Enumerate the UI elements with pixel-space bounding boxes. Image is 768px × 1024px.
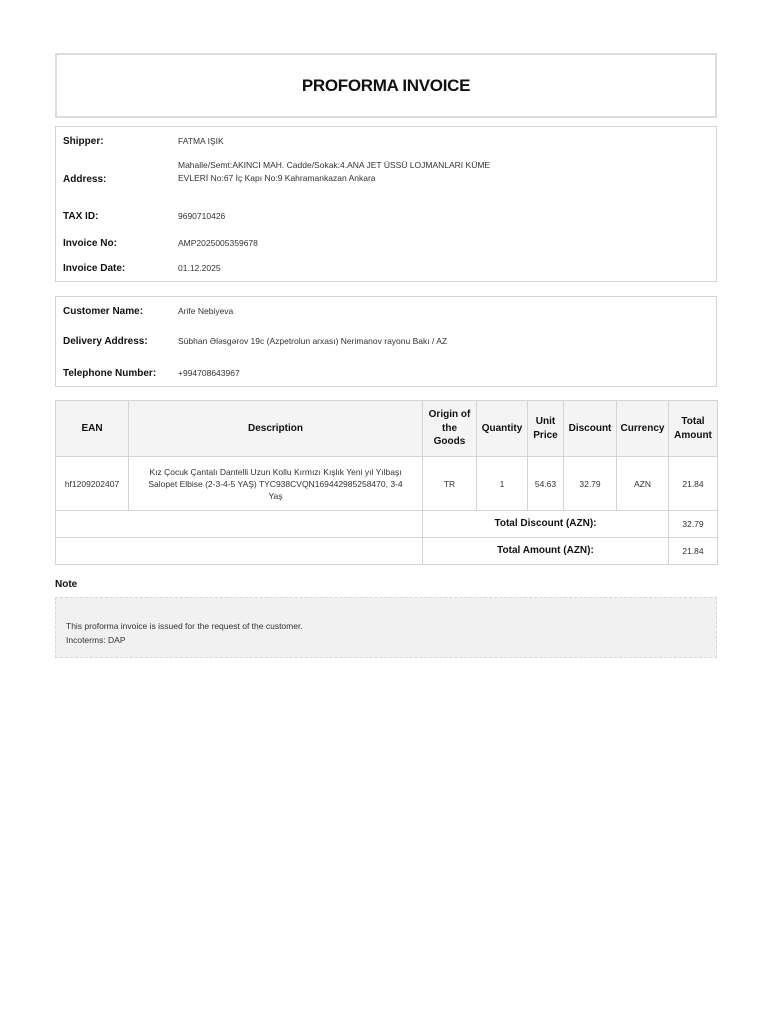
items-table <box>55 400 718 565</box>
column-header-origin: Origin of the Goods <box>423 401 477 457</box>
telephone-label: Telephone Number: <box>63 367 157 379</box>
cell-description: Kız Çocuk Çantalı Dantelli Uzun Kollu Kırmızı Kışlık Yeni yıl Yılbaşı Salopet Elbise (2-3-4-5 YAŞ) TYC938CVQN169442985258470, 3-4 Yaş <box>129 457 423 511</box>
total-discount-row <box>56 511 718 538</box>
invoice-date-label: Invoice Date: <box>63 262 126 274</box>
invoice-date-row <box>56 261 716 275</box>
address-value: Mahalle/Semt:AKINCI MAH. Cadde/Sokak:4.ANA JET ÜSSÜ LOJMANLARI KÜME EVLERİ No:67 İç Kapı No:9 Kahramankazan Ankara <box>178 160 491 183</box>
note-line-1: This proforma invoice is issued for the request of the customer. <box>66 621 303 631</box>
note-line-2: Incoterms: DAP <box>66 634 126 645</box>
total-amount-row <box>56 538 718 565</box>
total-amount-spacer <box>56 538 423 565</box>
cell-unit-price: 54.63 <box>528 457 564 511</box>
delivery-address-value: Sübhan Ələsgərov 19c (Azpetrolun arxası) Nerimanov rayonu Bakı / AZ <box>178 335 448 346</box>
note-heading: Note <box>55 579 78 590</box>
shipper-value: FATMA IŞIK <box>178 135 224 146</box>
column-header-total-amount: Total Amount <box>669 401 718 457</box>
customer-name-label: Customer Name: <box>63 305 144 317</box>
table-header-row <box>56 401 718 457</box>
shipper-row <box>56 134 716 148</box>
total-discount-value: 32.79 <box>669 511 718 538</box>
tax-id-value: 9690710426 <box>178 210 226 221</box>
column-header-description: Description <box>129 401 423 457</box>
cell-discount: 32.79 <box>564 457 617 511</box>
note-box <box>55 597 717 658</box>
address-row <box>56 159 716 199</box>
total-discount-spacer <box>56 511 423 538</box>
column-header-discount: Discount <box>564 401 617 457</box>
tax-id-row <box>56 209 716 223</box>
invoice-date-value: 01.12.2025 <box>178 262 221 273</box>
cell-quantity: 1 <box>477 457 528 511</box>
column-header-currency: Currency <box>617 401 669 457</box>
cell-origin: TR <box>423 457 477 511</box>
cell-currency: AZN <box>617 457 669 511</box>
cell-total: 21.84 <box>669 457 718 511</box>
shipper-label: Shipper: <box>63 135 104 147</box>
delivery-address-label: Delivery Address: <box>63 335 148 347</box>
customer-name-row <box>56 304 716 318</box>
invoice-no-value: AMP2025005359678 <box>178 237 258 248</box>
invoice-no-row <box>56 236 716 250</box>
column-header-ean: EAN <box>56 401 129 457</box>
tax-id-label: TAX ID: <box>63 210 99 222</box>
column-header-unit-price: Unit Price <box>528 401 564 457</box>
telephone-value: +994708643967 <box>178 367 240 378</box>
total-discount-label: Total Discount (AZN): <box>423 511 669 538</box>
customer-name-value: Arife Nebiyeva <box>178 305 234 316</box>
shipper-section <box>55 126 717 282</box>
address-label: Address: <box>63 173 107 185</box>
column-header-quantity: Quantity <box>477 401 528 457</box>
cell-ean: hf1209202407 <box>56 457 129 511</box>
delivery-address-row <box>56 328 716 354</box>
table-row <box>56 457 718 511</box>
invoice-no-label: Invoice No: <box>63 237 117 249</box>
page-title: PROFORMA INVOICE <box>301 75 471 95</box>
total-amount-value: 21.84 <box>669 538 718 565</box>
customer-section <box>55 296 717 387</box>
telephone-row <box>56 366 716 380</box>
invoice-header <box>55 53 717 118</box>
total-amount-label: Total Amount (AZN): <box>423 538 669 565</box>
